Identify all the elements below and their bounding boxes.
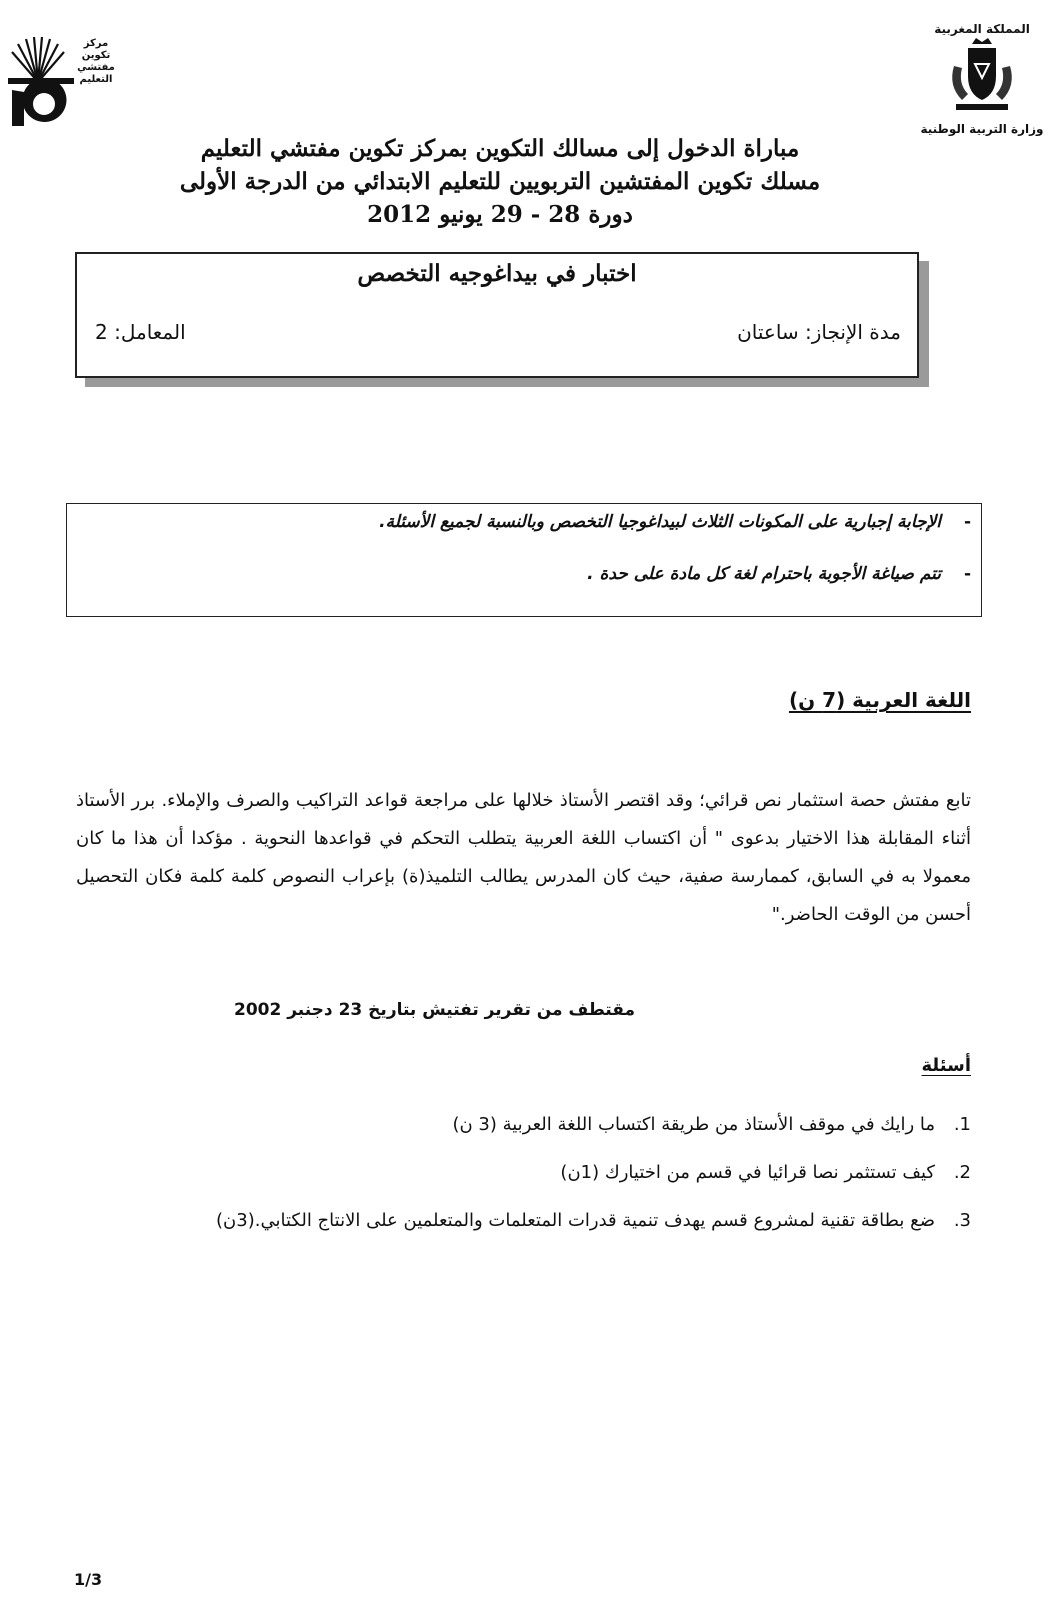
question-item: 2. كيف تستثمر نصا قرائيا في قسم من اختيارك (1ن) [560,1162,971,1183]
title-line-1: مباراة الدخول إلى مسالك التكوين بمركز تكوين مفتشي التعليم [200,135,800,162]
exam-coefficient: المعامل: 2 [95,320,186,344]
center-logo [8,34,123,129]
exam-titles [140,132,860,231]
ministry-label: وزارة التربية الوطنية [920,122,1044,136]
question-item: 3. ضع بطاقة تقنية لمشروع قسم يهدف تنمية قدرات المتعلمات والمتعلمين على الانتاج الكتابي.(3ن) [216,1210,971,1231]
title-line-2: مسلك تكوين المفتشين التربويين للتعليم الابتدائي من الدرجة الأولى [179,168,821,195]
questions-heading: أسئلة [921,1055,971,1076]
instructions-box [66,503,982,617]
center-logo-label: مركز تكوين مفتشي التعليم [77,38,115,85]
instruction-item: - تتم صياغة الأجوبة باحترام لغة كل مادة على حدة . [587,564,971,584]
exam-duration: مدة الإنجاز: ساعتان [737,320,901,344]
passage-source: مقتطف من تقرير تفتيش بتاريخ 23 دجنبر 2002 [233,1000,635,1020]
exam-title: اختبار في بيداغوجيه التخصص [357,260,637,287]
coat-of-arms-icon [942,36,1022,116]
page-number: 1/3 [74,1570,103,1589]
question-item: 1. ما رايك في موقف الأستاذ من طريقة اكتساب اللغة العربية (3 ن) [452,1114,971,1135]
section-passage: تابع مفتش حصة استثمار نص قرائي؛ وقد اقتصر الأستاذ خلالها على مراجعة قواعد التراكيب والصرف والإملاء. برر الأستاذ أثناء المقابلة هذا الاختيار بدعوى " أن اكتساب اللغة العربية يتطلب التحكم في قواعدها النحوية . مؤكدا أن هذا ما كان معمولا به في السابق، كممارسة صفية، حيث كان المدرس يطالب التلميذ(ة) بإعراب النصوص كلمة كلمة فكان التحصيل أحسن من الوقت الحاضر." [76,790,971,925]
section-heading: اللغة العربية (7 ن) [788,688,971,712]
title-line-3: دورة 28 - 29 يونيو 2012 [367,201,633,228]
kingdom-label: المملكة المغربية [934,22,1030,36]
ministry-logo [917,22,1047,147]
instruction-item: - الإجابة إجبارية على المكونات الثلاث لبيداغوجيا التخصص وبالنسبة لجميع الأسئلة. [379,512,971,532]
exam-info-box [75,252,919,378]
questions-list [211,1105,971,1249]
